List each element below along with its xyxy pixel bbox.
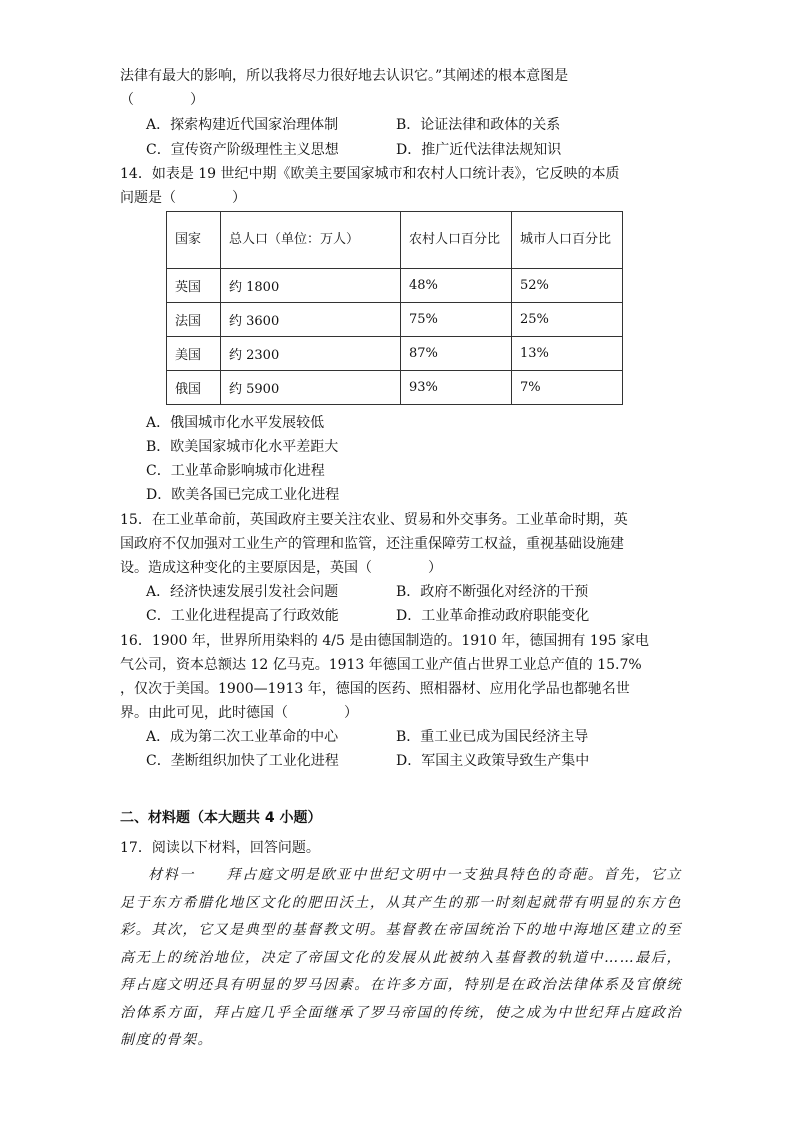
- q13-option-a[interactable]: A．探索构建近代国家治理体制: [146, 117, 339, 133]
- q15-option-b[interactable]: B．政府不断强化对经济的干预: [396, 584, 589, 600]
- table-header-row: [167, 212, 623, 269]
- table-cell: 约 3600: [221, 303, 401, 337]
- q14-option-d[interactable]: D．欧美各国已完成工业化进程: [146, 487, 340, 503]
- table-cell: 约 5900: [221, 371, 401, 405]
- table-header-cell: 农村人口百分比: [401, 212, 512, 269]
- q15-option-a[interactable]: A．经济快速发展引发社会问题: [146, 584, 339, 600]
- q13-option-d[interactable]: D．推广近代法律法规知识: [396, 142, 562, 158]
- q16-line3: ，仅次于美国。1900—1913 年，德国的医药、照相器材、应用化学品也都驰名世: [120, 681, 630, 697]
- table-cell: 法国: [167, 303, 221, 337]
- table-cell: 英国: [167, 269, 221, 303]
- q15-line3: 设。造成这种变化的主要原因是，英国（ ）: [120, 560, 442, 576]
- q16-option-a[interactable]: A．成为第二次工业革命的中心: [146, 729, 339, 745]
- q13-answer-paren: （ ）: [120, 92, 204, 108]
- q15-line2: 国政府不仅加强对工业生产的管理和监管，还注重保障劳工权益，重视基础设施建: [120, 536, 624, 552]
- table-cell: 48%: [401, 269, 512, 303]
- q13-option-c[interactable]: C．宣传资产阶级理性主义思想: [146, 142, 339, 158]
- table-cell: 93%: [401, 371, 512, 405]
- q16-option-b[interactable]: B．重工业已成为国民经济主导: [396, 729, 589, 745]
- table-header-cell: 国家: [167, 212, 221, 269]
- population-table: [166, 211, 623, 405]
- q14-line2: 问题是（ ）: [120, 190, 246, 206]
- table-cell: 25%: [512, 303, 623, 337]
- table-cell: 75%: [401, 303, 512, 337]
- q15-option-d[interactable]: D．工业革命推动政府职能变化: [396, 608, 590, 624]
- q17-material-text: 材料一 拜占庭文明是欧亚中世纪文明中一支独具特色的奇葩。首先，它立足于东方希腊化地区文化的肥田沃土，从其产生的那一时刻起就带有明显的东方色彩。其次，它又是典型的基督教文明。基督教在帝国统治下的地中海地区建立的至高无上的统治地位，决定了帝国文化的发展从此被纳入基督教的轨道中……最后，拜占庭文明还具有明显的罗马因素。在许多方面，特别是在政治法律体系及官僚统治体系方面，拜占庭几乎全面继承了罗马帝国的传统，使之成为中世纪拜占庭政治制度的骨架。: [120, 867, 682, 1048]
- table-cell: 52%: [512, 269, 623, 303]
- table-header-cell: 总人口（单位：万人）: [221, 212, 401, 269]
- table-row: [167, 269, 623, 303]
- table-cell: 俄国: [167, 371, 221, 405]
- q15-line1: 15．在工业革命前，英国政府主要关注农业、贸易和外交事务。工业革命时期，英: [120, 512, 628, 528]
- table-row: [167, 371, 623, 405]
- table-cell: 约 2300: [221, 337, 401, 371]
- q16-line4: 界。由此可见，此时德国（ ）: [120, 705, 358, 721]
- q16-line1: 16．1900 年，世界所用染料的 4/5 是由德国制造的。1910 年，德国拥有 195 家电: [120, 633, 650, 649]
- q15-option-c[interactable]: C．工业化进程提高了行政效能: [146, 608, 339, 624]
- q16-line2: 气公司，资本总额达 12 亿马克。1913 年德国工业产值占世界工业总产值的 15.7%: [120, 657, 642, 673]
- q14-option-c[interactable]: C．工业革命影响城市化进程: [146, 463, 325, 479]
- q14-option-b[interactable]: B．欧美国家城市化水平差距大: [146, 439, 339, 455]
- section-title: 二、材料题（本大题共 4 小题）: [120, 810, 322, 826]
- q13-line1: 法律有最大的影响，所以我将尽力很好地去认识它。”其阐述的根本意图是: [120, 68, 569, 84]
- q16-option-d[interactable]: D．军国主义政策导致生产集中: [396, 753, 590, 769]
- q16-option-c[interactable]: C．垄断组织加快了工业化进程: [146, 753, 339, 769]
- table-cell: 7%: [512, 371, 623, 405]
- table-row: [167, 303, 623, 337]
- table-header-cell: 城市人口百分比: [512, 212, 623, 269]
- table-row: [167, 337, 623, 371]
- q14-line1: 14．如表是 19 世纪中期《欧美主要国家城市和农村人口统计表》，它反映的本质: [120, 166, 620, 182]
- table-cell: 约 1800: [221, 269, 401, 303]
- q13-option-b[interactable]: B．论证法律和政体的关系: [396, 117, 561, 133]
- q17-prompt: 17．阅读以下材料，回答问题。: [120, 840, 320, 856]
- table-cell: 美国: [167, 337, 221, 371]
- table-cell: 87%: [401, 337, 512, 371]
- table-cell: 13%: [512, 337, 623, 371]
- q14-option-a[interactable]: A．俄国城市化水平发展较低: [146, 415, 325, 431]
